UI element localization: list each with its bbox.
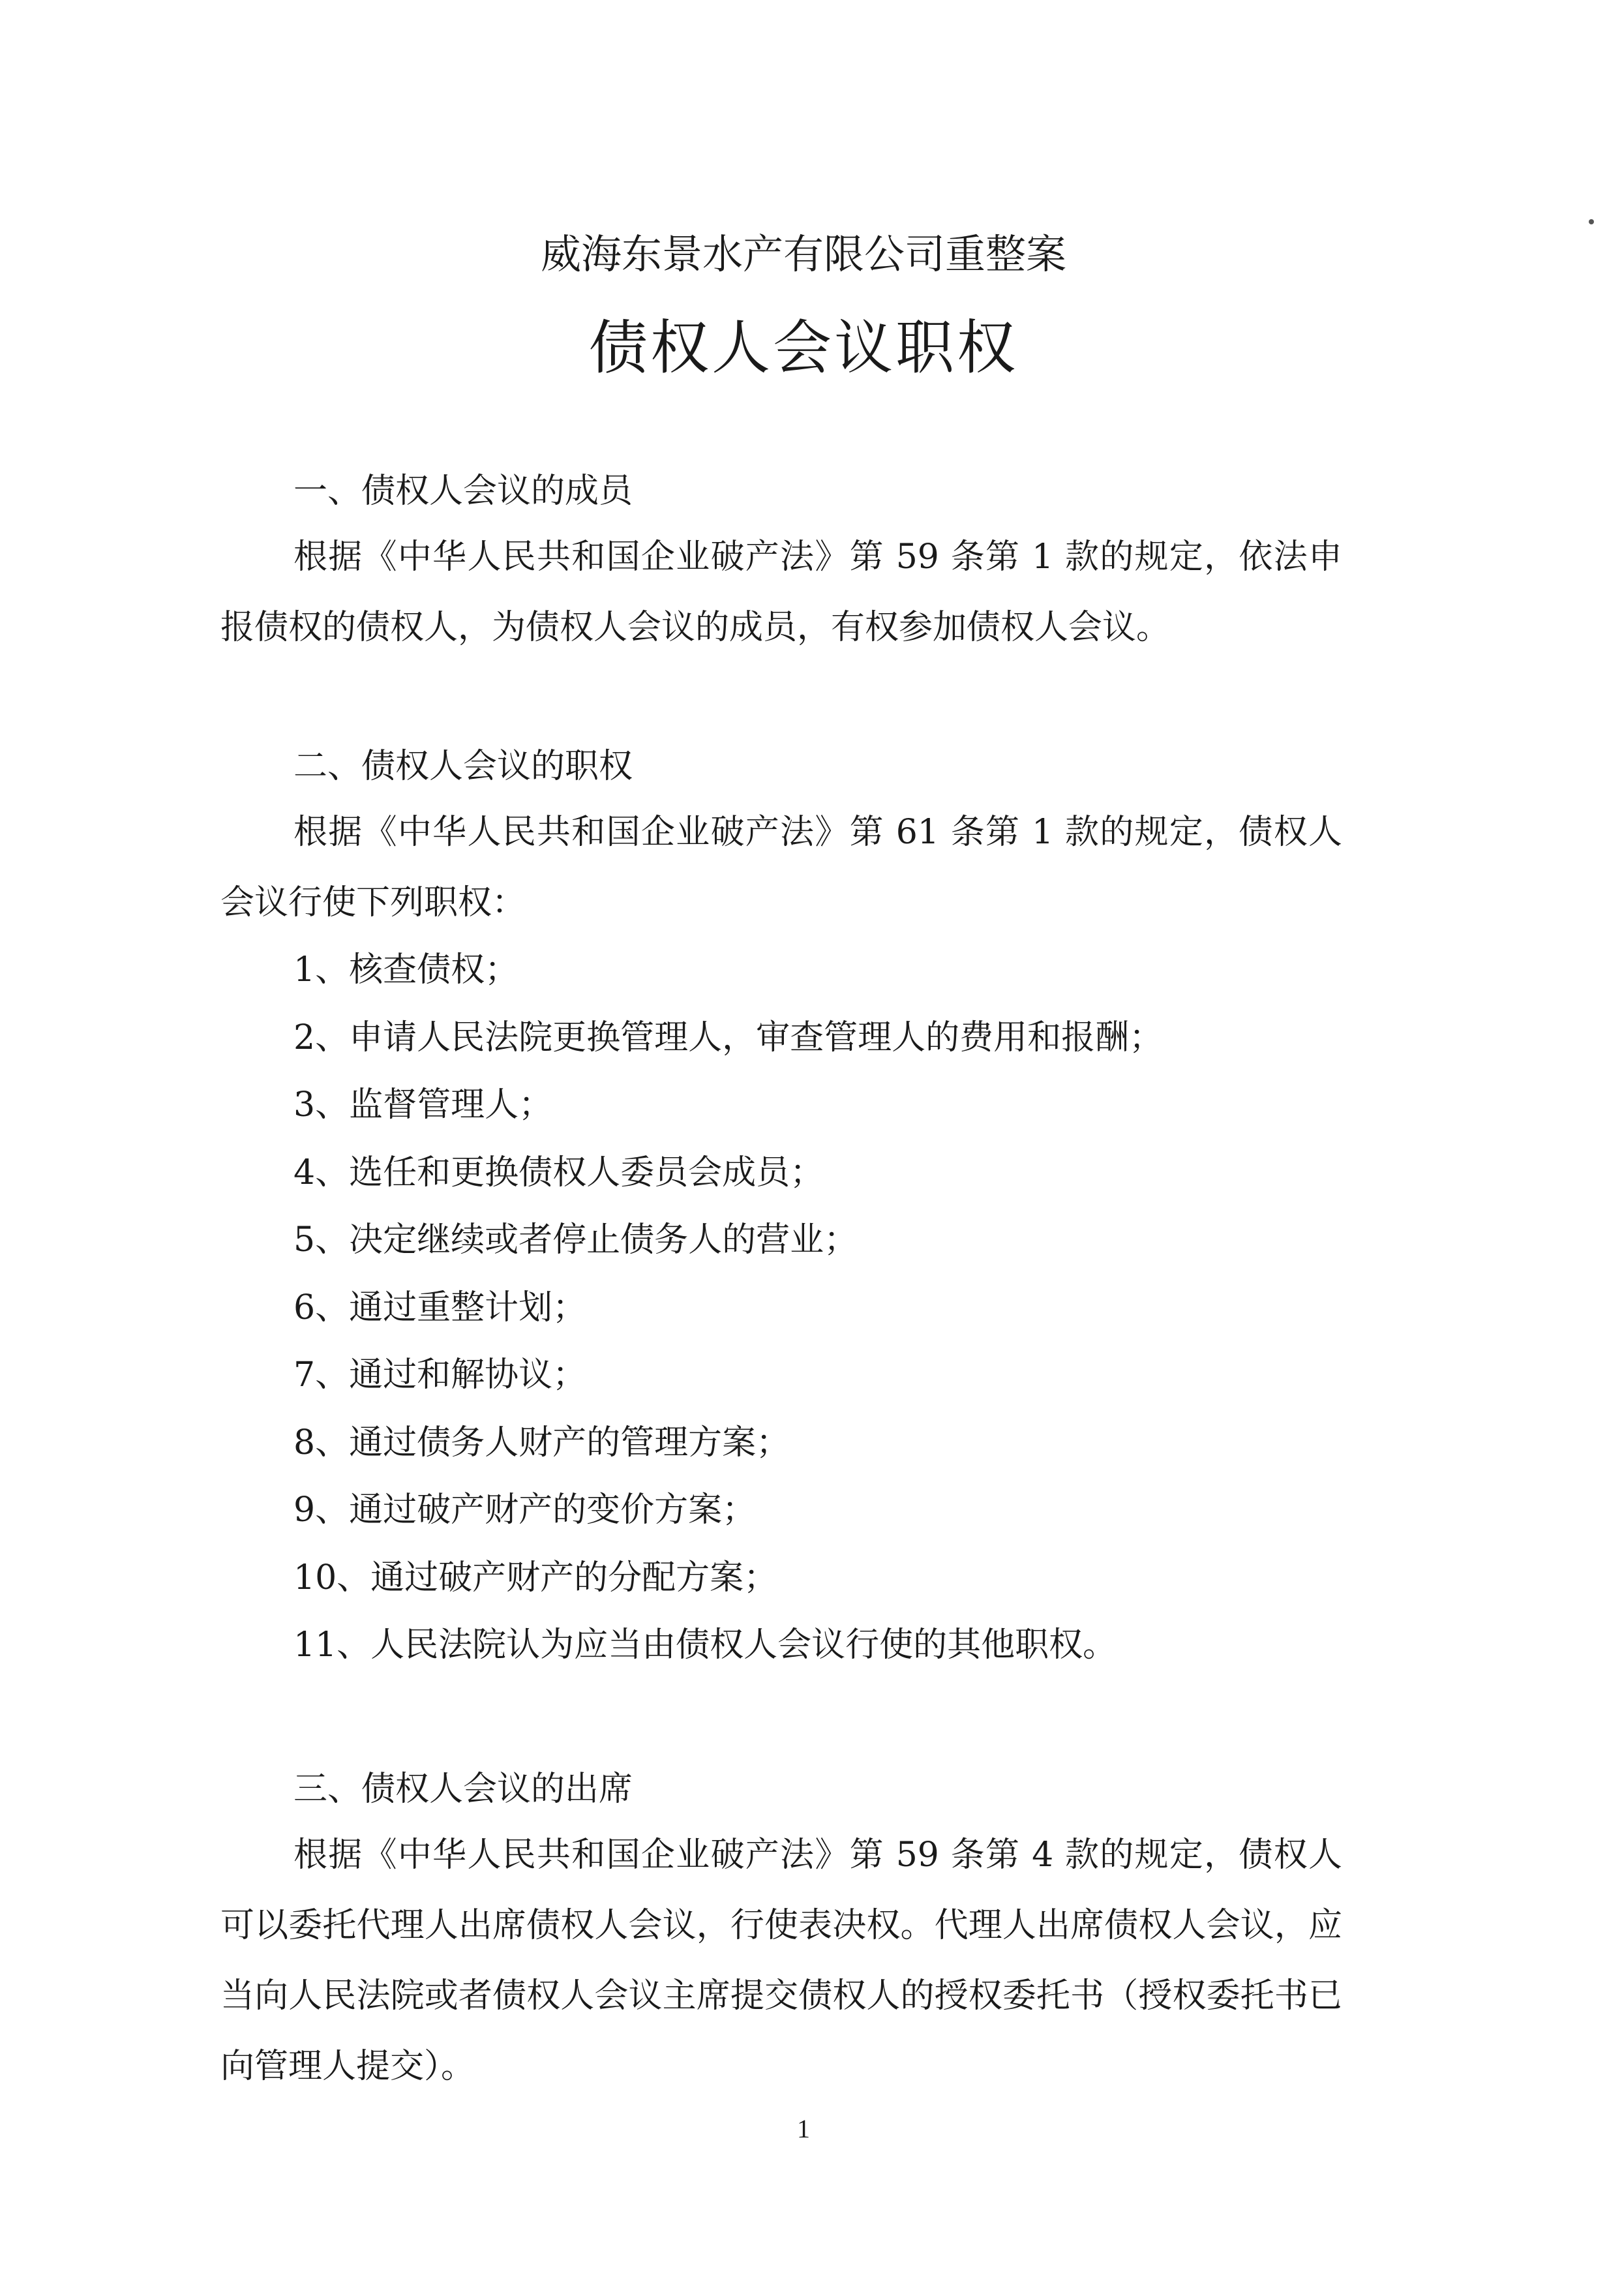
section-paragraph-attendance: 根据《中华人民共和国企业破产法》第 59 条第 4 款的规定，债权人可以委托代理人出席债权人会议，行使表决权。代理人出席债权人会议，应当向人民法院或者债权人会议主席提交债权人的授权委托书（授权委托书已向管理人提交）。 xyxy=(220,1835,1342,2086)
powers-list xyxy=(293,937,1163,1680)
section-paragraph-members: 根据《中华人民共和国企业破产法》第 59 条第 1 款的规定，依法申报债权的债权人，为债权人会议的成员，有权参加债权人会议。 xyxy=(220,537,1342,647)
list-item: 1、核查债权； xyxy=(293,950,519,989)
section-heading-powers: 二、债权人会议的职权 xyxy=(293,747,633,786)
section-heading-members: 一、债权人会议的成员 xyxy=(293,472,633,511)
list-item: 4、选任和更换债权人委员会成员； xyxy=(293,1153,824,1192)
list-item: 5、决定继续或者停止债务人的营业； xyxy=(293,1220,858,1260)
list-item: 6、通过重整计划； xyxy=(293,1288,587,1327)
document-title-case: 威海东景水产有限公司重整案 xyxy=(540,230,1066,278)
list-item: 10、通过破产财产的分配方案； xyxy=(293,1558,778,1597)
section-heading-attendance: 三、债权人会议的出席 xyxy=(293,1770,633,1809)
list-item: 2、申请人民法院更换管理人，审查管理人的费用和报酬； xyxy=(293,1018,1164,1057)
page-number: 1 xyxy=(797,2114,810,2143)
list-item: 8、通过债务人财产的管理方案； xyxy=(293,1423,790,1462)
section-paragraph-powers: 根据《中华人民共和国企业破产法》第 61 条第 1 款的规定，债权人会议行使下列职权： xyxy=(220,813,1342,922)
list-item: 7、通过和解协议； xyxy=(293,1355,587,1395)
scan-mark xyxy=(1589,219,1594,224)
list-item: 11、人民法院认为应当由债权人会议行使的其他职权。 xyxy=(293,1625,1117,1665)
document-title-main: 债权人会议职权 xyxy=(589,314,1018,382)
list-item: 9、通过破产财产的变价方案； xyxy=(293,1490,757,1530)
list-item: 3、监督管理人； xyxy=(293,1085,553,1125)
